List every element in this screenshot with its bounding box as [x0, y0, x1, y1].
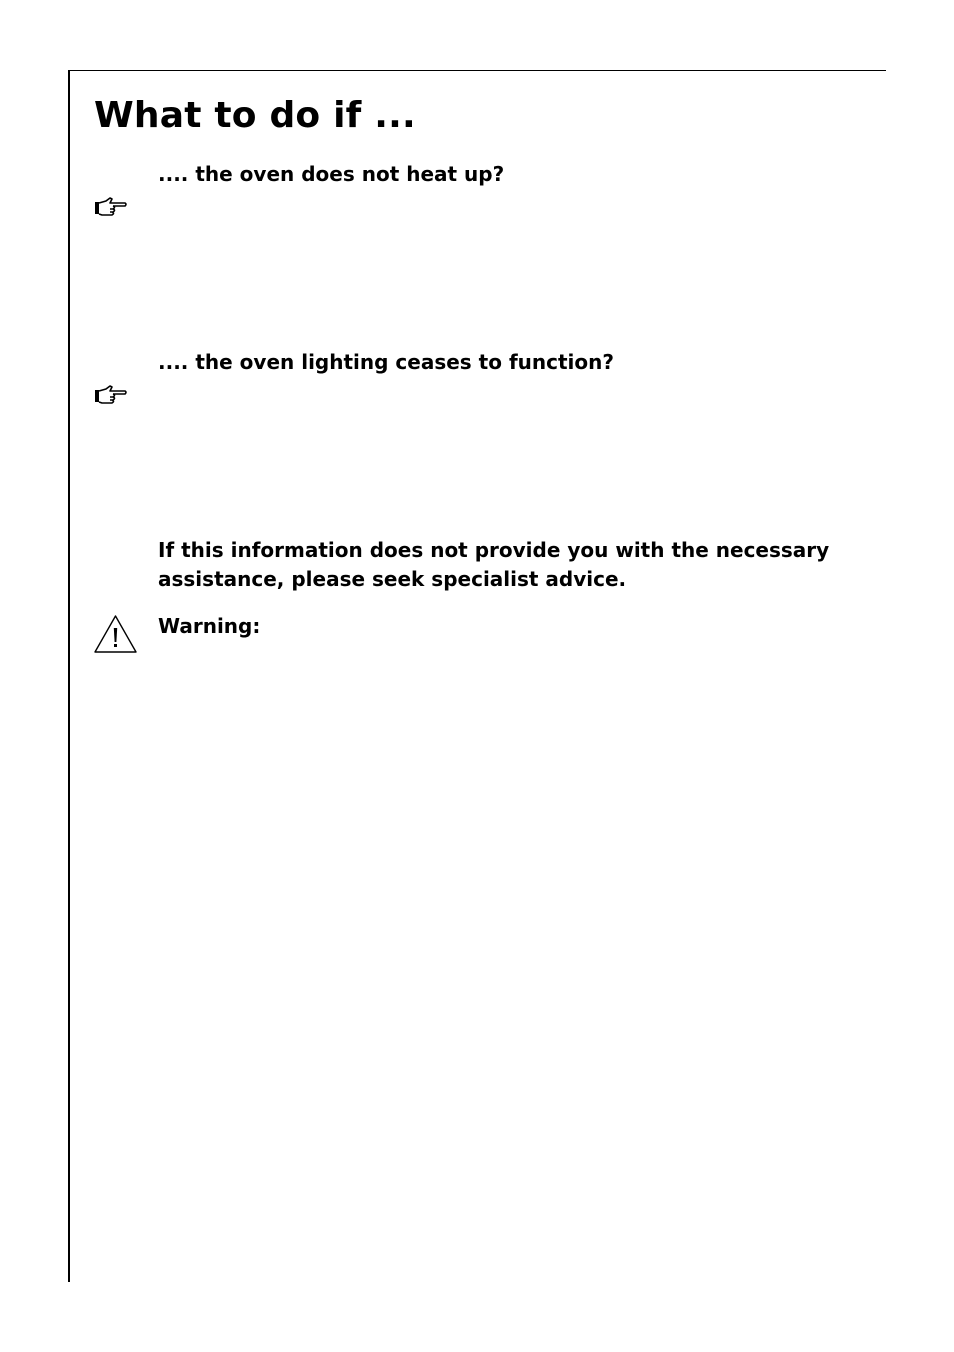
specialist-advice-notice: If this information does not provide you with the necessary assistance, please seek specialist advice. [158, 538, 830, 591]
top-rule [68, 70, 886, 71]
question-oven-lighting-failed: .... the oven lighting ceases to function? [158, 350, 614, 374]
left-margin-rule [68, 70, 70, 1282]
question-oven-not-heating: .... the oven does not heat up? [158, 162, 505, 186]
warning-triangle-icon [93, 614, 138, 654]
page-title: What to do if ... [94, 95, 416, 136]
pointing-hand-icon [94, 384, 128, 406]
pointing-hand-icon [94, 196, 128, 218]
warning-label: Warning: [158, 614, 261, 638]
